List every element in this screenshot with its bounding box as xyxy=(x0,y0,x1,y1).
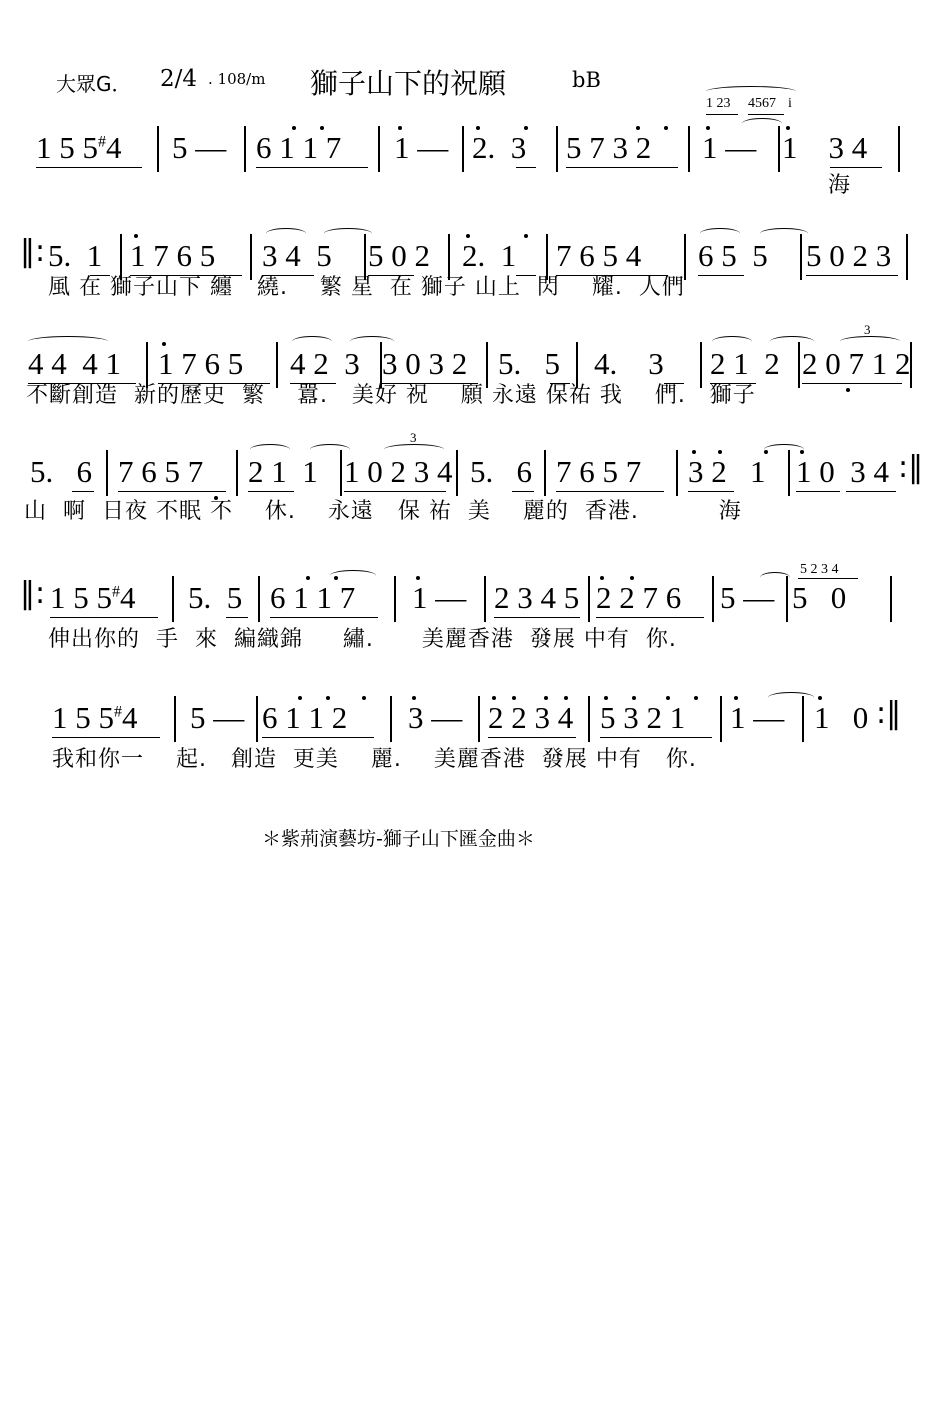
footer-credit: ＊紫荊演藝坊-獅子山下匯金曲＊ xyxy=(262,828,535,850)
grace-notes-1: 1 23 xyxy=(706,96,731,111)
alt-key: bB xyxy=(572,68,601,92)
song-title: 獅子山下的祝願 xyxy=(310,67,507,100)
triplet-mark-1: 3 xyxy=(864,322,871,337)
notation-line-3: 4 4 4 1 1 7 6 5 4 2 3 3 0 3 2 5. 5 4. 3 2 1 2 2 0 7 1 2 3 xyxy=(0,334,948,396)
notation-line-2: ‖: 5. 1 1 7 6 5 3 4 5 5 0 2 2. 1 7 6 5 4 6 5 5 5 0 2 3 xyxy=(0,226,948,288)
lyrics-line-5: 伸出你的 手 來 編織錦 繡. 美麗香港 發展 中有 你. xyxy=(48,627,677,652)
grace-notes-3: i xyxy=(788,96,792,111)
triplet-mark-2: 3 xyxy=(410,430,417,445)
notation-line-1: 1 5 5#4 5 — 6 1 1 7 1 — 2. 3 5 7 3 2 1 — 1 3 4 1 23 4567 i xyxy=(0,118,948,180)
notation-line-6: 1 5 5#4 5 — 6 1 1 2 3 — 2 2 3 4 5 3 2 1 1 — 1 0 :‖ xyxy=(0,688,948,750)
time-signature: 2/4 xyxy=(160,66,198,92)
notation-line-4: 5. 6 7 6 5 7 2 1 1 1 0 2 3 4 3 5. 6 7 6 5 7 3 2 1 1 0 3 4 :‖ xyxy=(0,442,948,504)
key-signature: 大眾G． xyxy=(56,72,132,96)
score-header xyxy=(0,62,948,102)
lyrics-line-2: 風 在 獅子山下 纏 繞. 繁 星 在 獅子 山上 閃 耀. 人們 xyxy=(48,275,685,300)
tempo-marking: . 108/m xyxy=(208,70,266,88)
grace-notes-2: 4567 xyxy=(748,96,776,111)
lyrics-line-6: 我和你一 起. 創造 更美 麗. 美麗香港 發展 中有 你. xyxy=(52,747,697,772)
lyrics-line-1: 海 xyxy=(828,173,852,198)
lyrics-line-4: 山 啊 日夜 不眠 不 休. 永遠 保 祐 美 麗的 香港. 海 xyxy=(24,499,742,524)
lyrics-line-3: 不斷創造 新的歷史 繁 囂. 美好 祝 願 永遠 保祐 我 們. 獅子 xyxy=(26,383,756,408)
grace-notes-4: 5 2 3 4 xyxy=(800,562,839,577)
notation-line-5: ‖: 1 5 5#4 5. 5 6 1 1 7 1 — 2 3 4 5 2 2 7 6 5 — 5 0 5 2 3 4 xyxy=(0,568,948,630)
